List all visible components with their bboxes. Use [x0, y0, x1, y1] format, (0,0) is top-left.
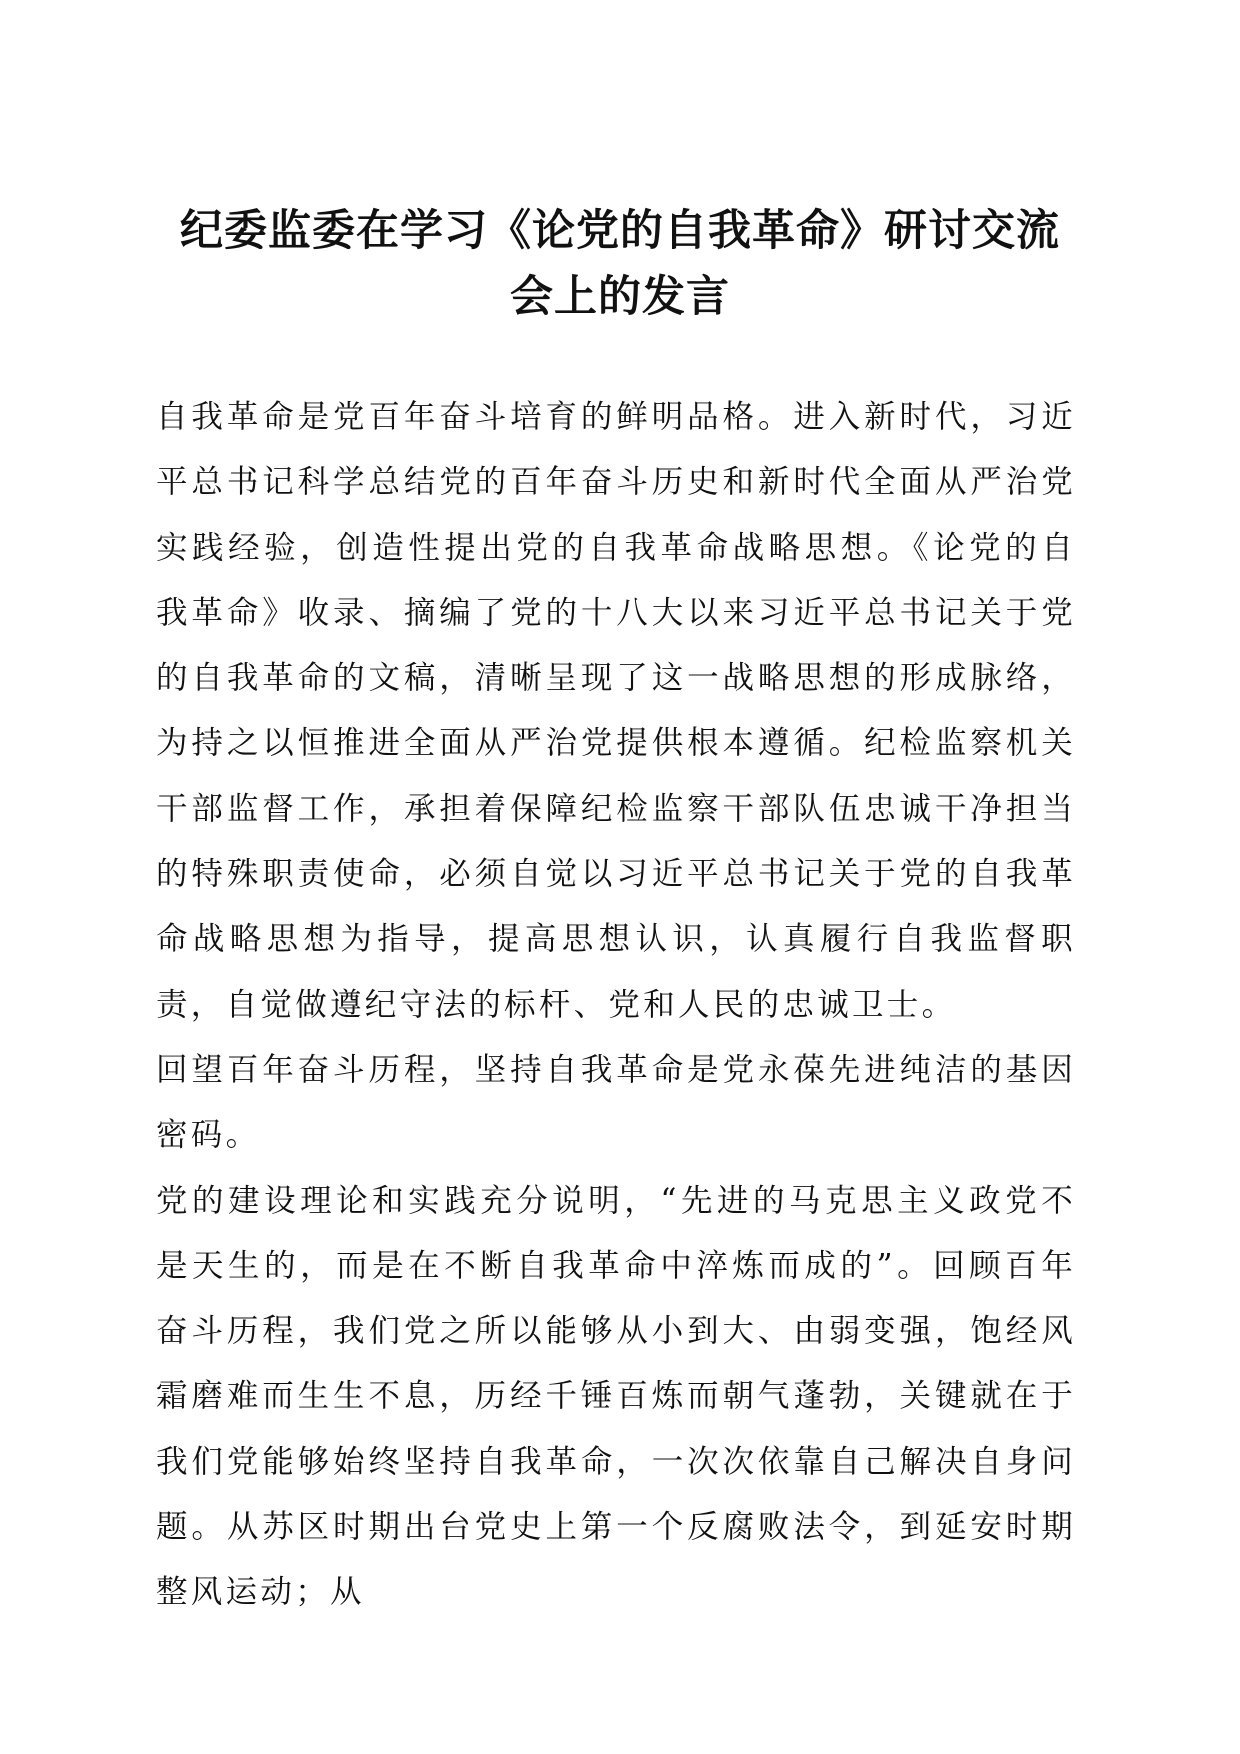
paragraph: 党的建设理论和实践充分说明，“先进的马克思主义政党不是天生的，而是在不断自我革命中淬炼而成的”。回顾百年奋斗历程，我们党之所以能够从小到大、由弱变强，饱经风霜磨难而生生不息，历经千锤百炼而朝气蓬勃，关键就在于我们党能够始终坚持自我革命，一次次依靠自己解决自身问题。从苏区时期出台党史上第一个反腐败法令，到延安时期整风运动；从 — [156, 1182, 1076, 1611]
document-body — [156, 385, 1076, 1626]
document-title — [150, 198, 1090, 330]
title-line-2: 会上的发言 — [510, 272, 730, 322]
paragraph: 回望百年奋斗历程，坚持自我革命是党永葆先进纯洁的基因密码。 — [156, 1051, 1076, 1154]
paragraph: 自我革命是党百年奋斗培育的鲜明品格。进入新时代，习近平总书记科学总结党的百年奋斗历史和新时代全面从严治党实践经验，创造性提出党的自我革命战略思想。《论党的自我革命》收录、摘编了党的十八大以来习近平总书记关于党的自我革命的文稿，清晰呈现了这一战略思想的形成脉络，为持之以恒推进全面从严治党提供根本遵循。纪检监察机关干部监督工作，承担着保障纪检监察干部队伍忠诚干净担当的特殊职责使命，必须自觉以习近平总书记关于党的自我革命战略思想为指导，提高思想认识，认真履行自我监督职责，自觉做遵纪守法的标杆、党和人民的忠诚卫士。 — [156, 399, 1076, 1023]
title-line-1: 纪委监委在学习《论党的自我革命》研讨交流 — [180, 206, 1060, 256]
